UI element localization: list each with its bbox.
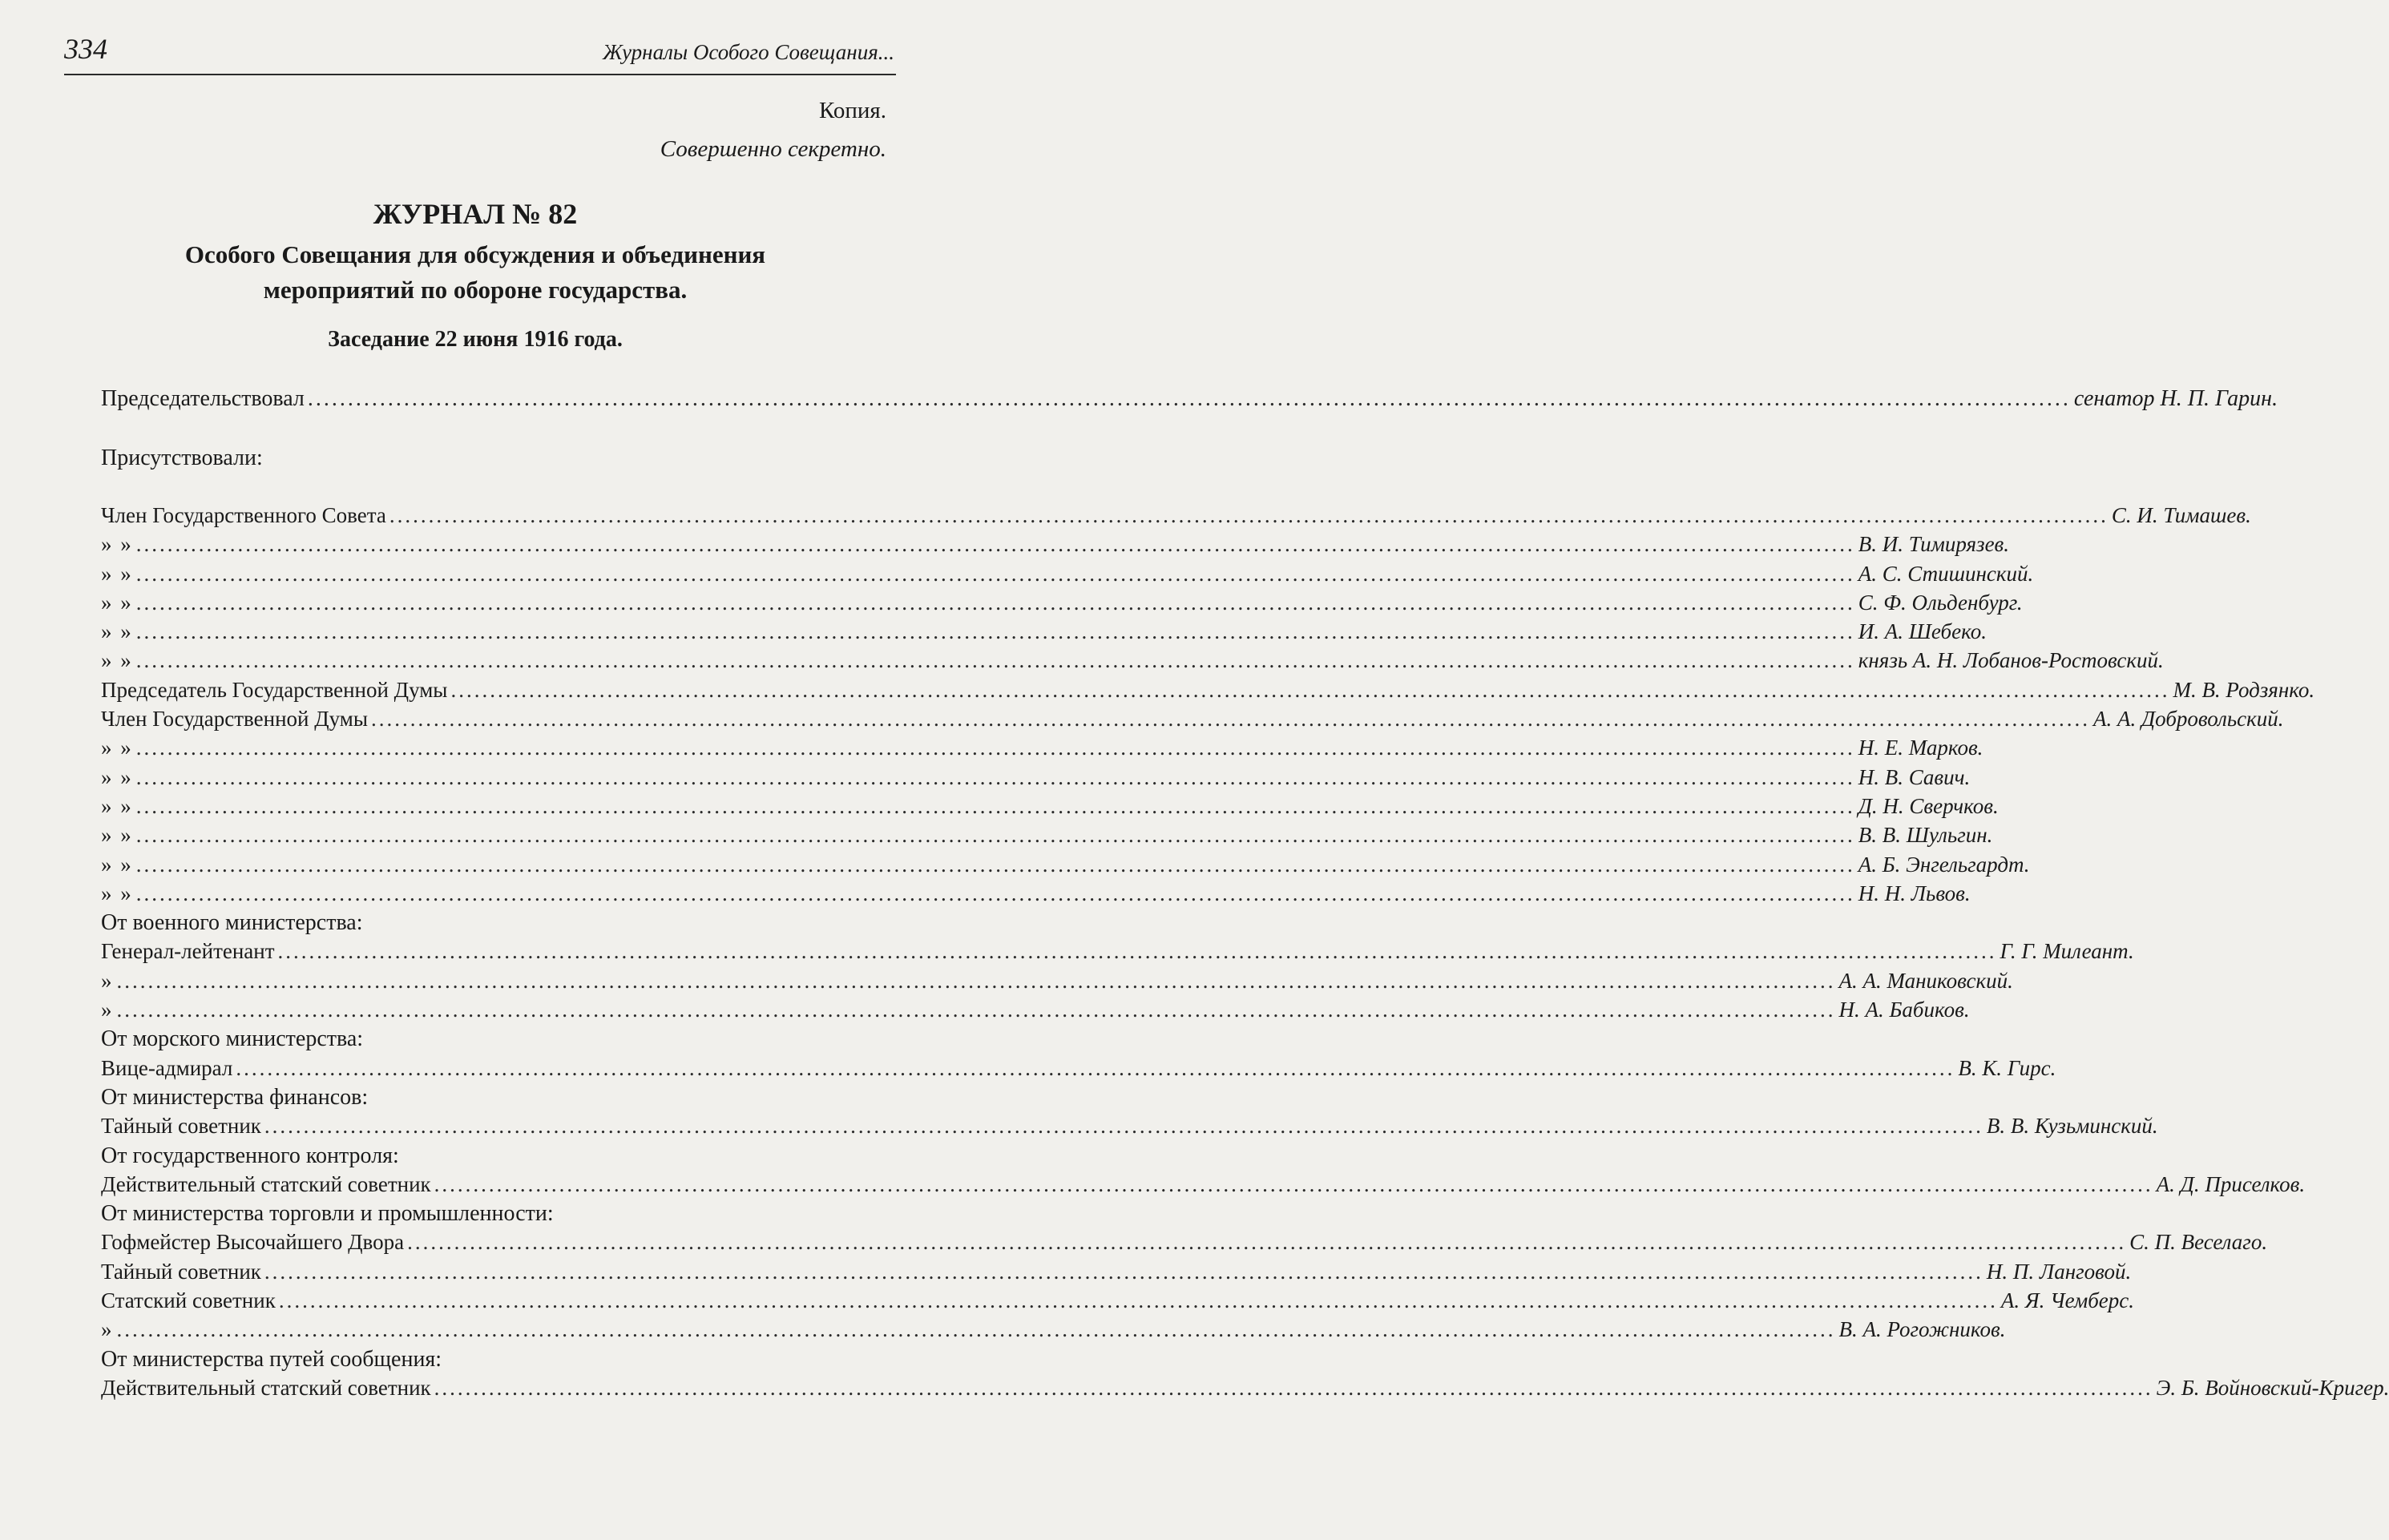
attendee-title: » » <box>101 648 133 673</box>
attendee-title: » <box>101 1317 114 1342</box>
attendee-row <box>101 736 1983 764</box>
leader-dots: ............................................................................................................................................................................................................................ <box>135 561 1855 586</box>
leader-dots: ............................................................................................................................................................................................................................ <box>264 1114 1983 1139</box>
leader-dots: ............................................................................................................................................................................................................................ <box>236 1055 1955 1080</box>
page-number: 334 <box>64 33 107 65</box>
journal-subtitle <box>64 237 886 308</box>
attendee-title: » » <box>101 764 133 789</box>
attendee-name: Н. Н. Львов. <box>1858 881 1971 905</box>
leader-dots: ............................................................................................................................................................................................................................ <box>116 1317 1836 1342</box>
section-heading-label: От военного министерства: <box>101 910 363 936</box>
attendee-row <box>101 1114 2158 1143</box>
attendee-row <box>101 677 2315 707</box>
meeting-date: Заседание 22 июня 1916 года. <box>328 327 623 352</box>
attendee-name: И. А. Шебеко. <box>1858 619 1987 644</box>
attendee-row <box>101 793 1999 823</box>
leader-dots: ............................................................................................................................................................................................................................ <box>135 764 1855 789</box>
attendee-name: А. Д. Приселков. <box>2156 1171 2306 1196</box>
attendee-title: Статский советник <box>101 1288 276 1313</box>
attendee-title: » » <box>101 852 133 877</box>
attendee-title: Тайный советник <box>101 1114 261 1139</box>
leader-dots: ............................................................................................................................................................................................................................ <box>135 619 1855 644</box>
section-heading-label: От министерства финансов: <box>101 1084 369 1110</box>
attendee-name: А. А. Добровольский. <box>2093 707 2284 732</box>
attendee-row <box>101 1171 2306 1201</box>
attendee-title: » <box>101 998 114 1022</box>
leader-dots: ............................................................................................................................................................................................................................ <box>264 1259 1983 1284</box>
attendee-row <box>101 998 1970 1026</box>
attendee-name: Д. Н. Сверчков. <box>1858 793 1999 818</box>
presided-row <box>101 386 2278 415</box>
attendee-title: » » <box>101 590 133 615</box>
attendee-title: Действительный статский советник <box>101 1171 431 1196</box>
section-heading <box>101 1143 878 1172</box>
attendee-row <box>101 1055 2056 1085</box>
attendee-row <box>101 1288 2135 1317</box>
attendee-row <box>101 1230 2268 1259</box>
leader-dots: ............................................................................................................................................................................................................................ <box>407 1230 2127 1255</box>
attendee-name: Э. Б. Войновский-Кригер. <box>2156 1375 2389 1400</box>
attendee-title: Генерал-лейтенант <box>101 939 275 964</box>
attendee-name: С. И. Тимашев. <box>2111 503 2251 527</box>
attendee-row <box>101 503 2251 532</box>
attendee-row <box>101 881 1971 910</box>
subtitle-line-2: мероприятий по обороне государства. <box>263 276 688 304</box>
attendee-row <box>101 707 2284 736</box>
attendee-name: князь А. Н. Лобанов-Ростовский. <box>1858 648 2164 673</box>
attendee-name: В. В. Кузьминский. <box>1986 1114 2158 1139</box>
copy-note: Копия. <box>818 98 886 123</box>
attendee-title: » » <box>101 561 133 586</box>
leader-dots: ............................................................................................................................................................................................................................ <box>434 1171 2153 1196</box>
running-title: Журналы Особого Совещания... <box>603 40 894 64</box>
attendee-name: В. И. Тимирязев. <box>1858 532 2010 557</box>
attendee-name: С. Ф. Ольденбург. <box>1858 590 2023 615</box>
leader-dots: ............................................................................................................................................................................................................................ <box>135 648 1855 673</box>
attendee-list <box>101 503 2389 1405</box>
attendee-name: С. П. Веселаго. <box>2129 1230 2268 1255</box>
attendee-row <box>101 823 1993 852</box>
attendee-row <box>101 648 2164 677</box>
leader-dots: ............................................................................................................................................................................................................................ <box>135 852 1855 877</box>
attendee-name: В. К. Гирс. <box>1958 1055 2056 1080</box>
section-heading-label: От государственного контроля: <box>101 1143 399 1168</box>
attendee-row <box>101 968 2013 998</box>
running-header <box>64 29 894 66</box>
leader-dots: ............................................................................................................................................................................................................................ <box>116 968 1836 993</box>
attendee-name: В. В. Шульгин. <box>1858 823 1993 848</box>
attendee-row <box>101 619 1987 648</box>
attendee-title: Член Государственной Думы <box>101 707 369 732</box>
present-label: Присутствовали: <box>101 445 263 470</box>
attendee-name: Н. В. Савич. <box>1858 764 1971 789</box>
attendee-name: М. В. Родзянко. <box>2173 677 2315 702</box>
attendee-row <box>101 561 2034 591</box>
section-heading-label: От морского министерства: <box>101 1026 364 1052</box>
leader-dots: ............................................................................................................................................................................................................................ <box>434 1375 2153 1400</box>
attendee-name: В. А. Рогожников. <box>1838 1317 2006 1342</box>
leader-dots: ............................................................................................................................................................................................................................ <box>116 998 1836 1022</box>
attendee-title: Действительный статский советник <box>101 1375 431 1400</box>
header-rule <box>64 74 896 75</box>
leader-dots: ............................................................................................................................................................................................................................ <box>278 1288 1998 1313</box>
leader-dots: ............................................................................................................................................................................................................................ <box>307 386 2071 411</box>
attendee-name: А. А. Маниковский. <box>1838 968 2013 993</box>
leader-dots: ............................................................................................................................................................................................................................ <box>389 503 2109 527</box>
attendee-name: А. С. Стишинский. <box>1858 561 2034 586</box>
attendee-row <box>101 590 2023 619</box>
attendee-title: » » <box>101 823 133 848</box>
attendee-name: Н. П. Ланговой. <box>1986 1259 2132 1284</box>
attendee-title: » » <box>101 793 133 818</box>
attendee-title: » <box>101 968 114 993</box>
presided-label: Председательствовал <box>101 386 305 411</box>
attendee-row <box>101 1259 2132 1288</box>
section-heading <box>101 910 878 939</box>
leader-dots: ............................................................................................................................................................................................................................ <box>135 590 1855 615</box>
attendee-title: » » <box>101 619 133 644</box>
attendee-row <box>101 939 2134 968</box>
section-heading-label: От министерства торговли и промышленности: <box>101 1201 554 1227</box>
attendee-name: А. Я. Чемберс. <box>2000 1288 2135 1313</box>
attendee-title: Гофмейстер Высочайшего Двора <box>101 1230 405 1255</box>
section-heading-label: От министерства путей сообщения: <box>101 1346 442 1372</box>
attendee-title: » » <box>101 881 133 905</box>
leader-dots: ............................................................................................................................................................................................................................ <box>371 707 2091 732</box>
section-heading <box>101 1026 878 1055</box>
leader-dots: ............................................................................................................................................................................................................................ <box>135 823 1855 848</box>
section-heading <box>101 1085 878 1114</box>
attendee-title: Председатель Государственной Думы <box>101 677 448 702</box>
leader-dots: ............................................................................................................................................................................................................................ <box>450 677 2170 702</box>
attendee-row <box>101 1375 2389 1405</box>
secret-note: Совершенно секретно. <box>660 136 886 162</box>
attendee-name: Н. Е. Марков. <box>1858 736 1983 760</box>
presided-name: сенатор Н. П. Гарин. <box>2073 386 2278 411</box>
leader-dots: ............................................................................................................................................................................................................................ <box>135 532 1855 557</box>
subtitle-line-1: Особого Совещания для обсуждения и объединения <box>184 240 766 268</box>
attendee-title: Тайный советник <box>101 1259 261 1284</box>
leader-dots: ............................................................................................................................................................................................................................ <box>135 881 1855 905</box>
attendee-title: Вице-адмирал <box>101 1055 233 1080</box>
attendee-title: Член Государственного Совета <box>101 503 386 527</box>
attendee-name: А. Б. Энгельгардт. <box>1858 852 2030 877</box>
journal-title: ЖУРНАЛ № 82 <box>373 198 578 230</box>
attendee-row <box>101 532 2010 561</box>
attendee-row <box>101 1317 2006 1346</box>
section-heading <box>101 1347 878 1376</box>
attendee-row <box>101 852 2030 881</box>
attendee-row <box>101 764 1971 794</box>
leader-dots: ............................................................................................................................................................................................................................ <box>135 736 1855 760</box>
attendee-title: » » <box>101 736 133 760</box>
section-heading <box>101 1201 878 1230</box>
attendee-name: Г. Г. Милеант. <box>2000 939 2134 964</box>
leader-dots: ............................................................................................................................................................................................................................ <box>135 793 1855 818</box>
attendee-title: » » <box>101 532 133 557</box>
attendee-name: Н. А. Бабиков. <box>1838 998 1970 1022</box>
leader-dots: ............................................................................................................................................................................................................................ <box>277 939 1997 964</box>
